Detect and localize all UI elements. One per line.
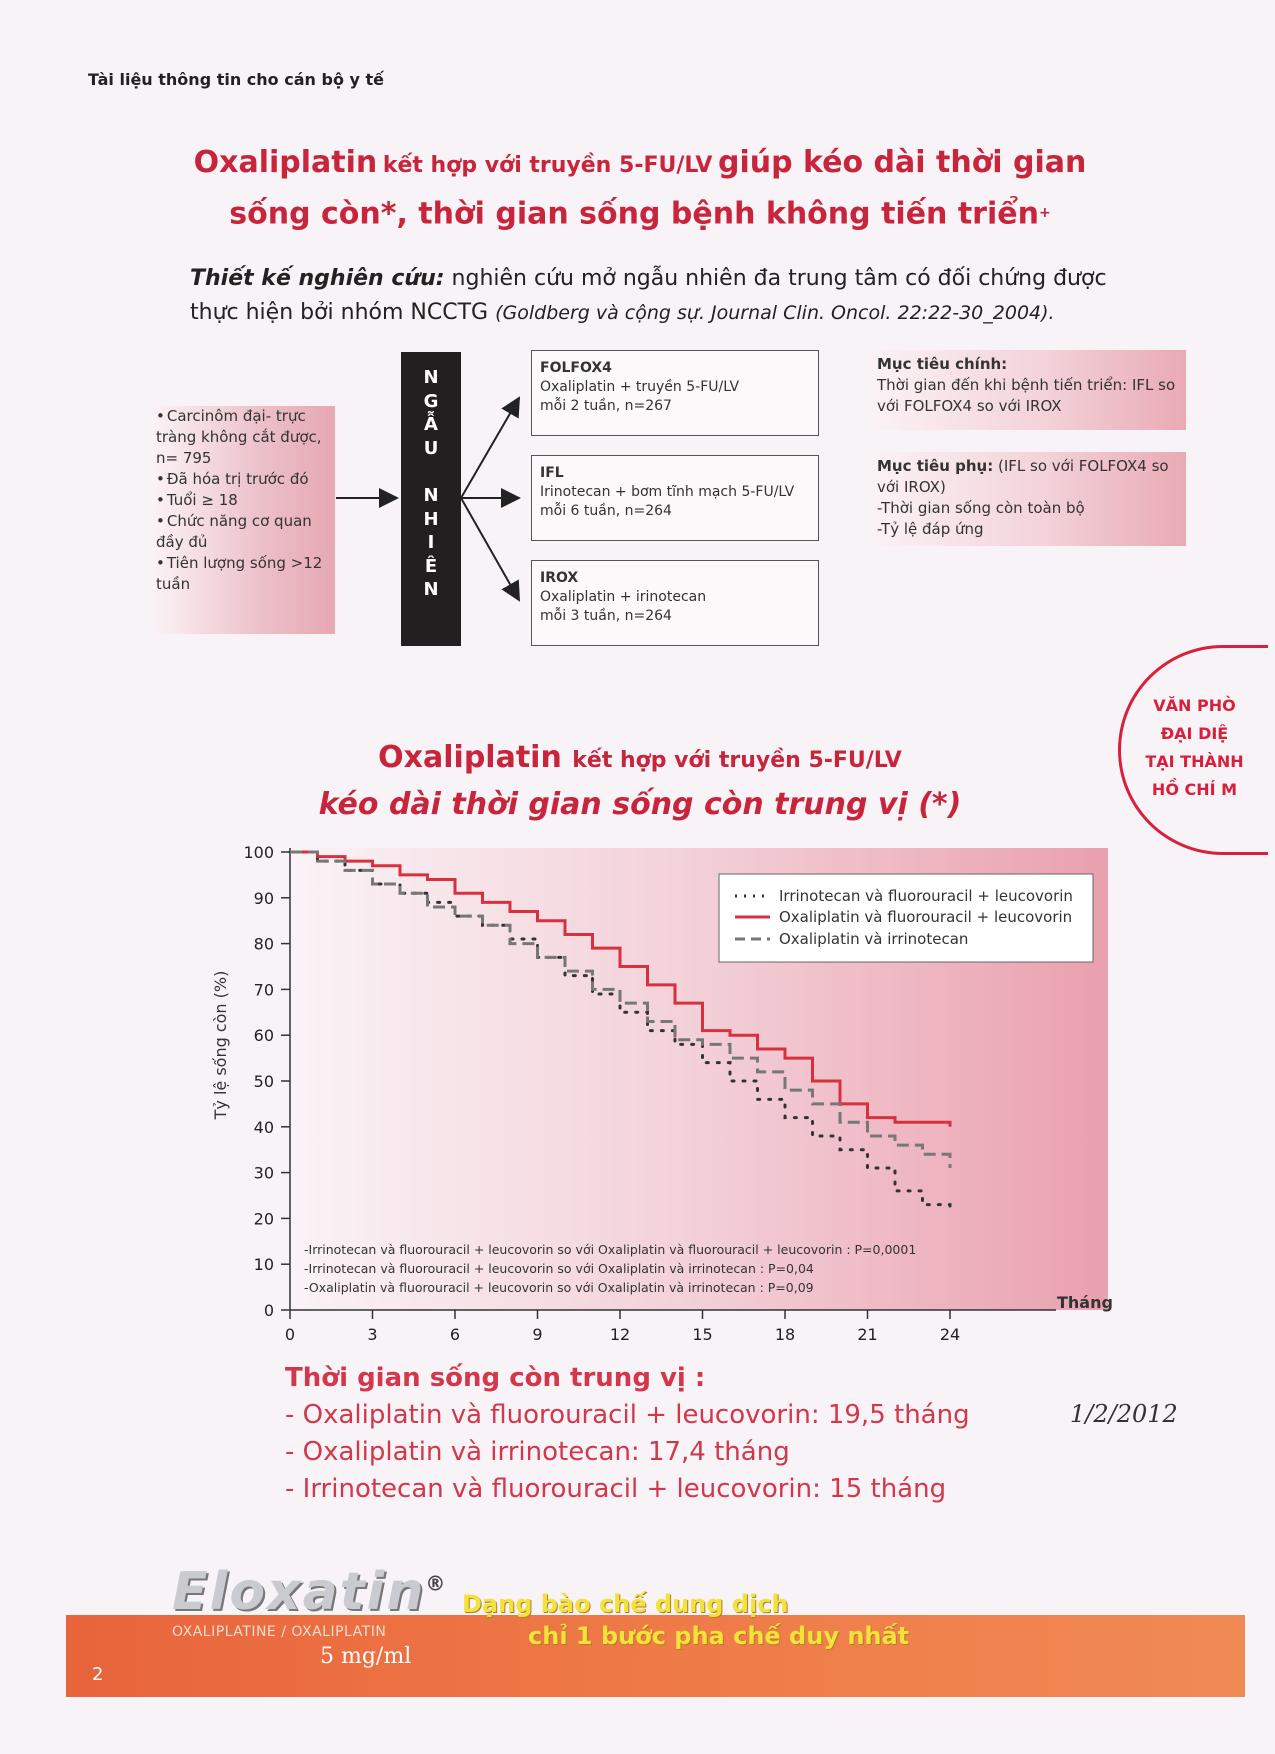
rand-letter: H — [423, 508, 439, 530]
arm-name: IROX — [540, 570, 579, 586]
median-item: - Oxaliplatin và fluorouracil + leucovorin: 19,5 tháng — [285, 1400, 970, 1430]
y-tick-label: 10 — [253, 1255, 274, 1275]
x-axis-label: Tháng — [1057, 1293, 1113, 1312]
rand-letter: G — [423, 390, 439, 412]
stamp-line: TẠI THÀNH — [1145, 752, 1244, 771]
median-heading: Thời gian sống còn trung vị : — [285, 1363, 706, 1393]
secondary-label: Mục tiêu phụ: — [877, 457, 994, 475]
arm-desc: Oxaliplatin + truyền 5-FU/LV — [540, 379, 740, 395]
brand-logo — [172, 1562, 447, 1622]
stamp-line: ĐẠI DIỆ — [1160, 724, 1229, 743]
x-tick-label: 9 — [532, 1325, 543, 1344]
heading-combo: kết hợp với truyền 5-FU/LV — [572, 748, 902, 773]
y-tick-label: 100 — [243, 843, 274, 862]
x-tick-label: 18 — [774, 1325, 796, 1344]
x-tick-label: 12 — [609, 1325, 631, 1344]
arm-desc: Irinotecan + bơm tĩnh mạch 5-FU/LV — [540, 484, 795, 500]
secondary-item: -Tỷ lệ đáp ứng — [877, 520, 984, 538]
heading-line2: kéo dài thời gian sống còn trung vị (*) — [318, 787, 962, 822]
header-note: Tài liệu thông tin cho cán bộ y tế — [88, 70, 384, 89]
x-tick-label: 15 — [692, 1325, 713, 1344]
slogan-line2: chỉ 1 bước pha chế duy nhất — [528, 1622, 910, 1650]
primary-label: Mục tiêu chính: — [877, 355, 1008, 373]
rand-letter: Ê — [424, 555, 438, 577]
arm-ifl — [531, 455, 819, 541]
p-value-note: -Oxaliplatin và fluorouracil + leucovorin so với Oxaliplatin và irrinotecan : P=0,09 — [304, 1280, 814, 1295]
rand-letter: N — [423, 367, 439, 388]
secondary-objective — [868, 452, 1186, 546]
arm-schedule: mỗi 2 tuần, n=267 — [540, 398, 672, 414]
arm-name: IFL — [540, 465, 564, 481]
arm-desc: Oxaliplatin + irinotecan — [540, 589, 707, 605]
y-tick-label: 0 — [263, 1301, 274, 1320]
criteria-item: • Carcinôm đại- trực tràng không cắt được, n= 795 — [156, 406, 335, 469]
design-text: nghiên cứu mở ngẫu nhiên đa trung tâm có đối chứng được thực hiện bởi nhóm NCCTG — [190, 266, 1107, 325]
y-axis-label: Tỷ lệ sống còn (%) — [211, 970, 230, 1120]
title-line2: sống còn*, thời gian sống bệnh không tiến triển — [229, 196, 1039, 232]
signature-date: 1/2/2012 — [1070, 1400, 1178, 1428]
legend-label: Oxaliplatin và fluorouracil + leucovorin — [779, 908, 1073, 926]
primary-objective — [868, 350, 1186, 430]
median-item: - Irrinotecan và fluorouracil + leucovorin: 15 tháng — [285, 1474, 947, 1504]
y-tick-label: 40 — [253, 1117, 274, 1137]
criteria-item: • Đã hóa trị trước đó — [156, 469, 335, 490]
secondary-text: (IFL so với FOLFOX4 so với IROX) — [877, 457, 1169, 496]
secondary-item: -Thời gian sống còn toàn bộ — [877, 499, 1085, 517]
design-label: Thiết kế nghiên cứu: — [190, 266, 445, 291]
brand-generic: OXALIPLATINE / OXALIPLATIN — [172, 1624, 387, 1640]
legend-label: Oxaliplatin và irrinotecan — [779, 930, 969, 948]
legend — [719, 874, 1093, 962]
x-tick-label: 6 — [449, 1325, 461, 1344]
primary-text: Thời gian đến khi bệnh tiến triển: IFL so với FOLFOX4 so với IROX — [877, 376, 1176, 415]
x-tick-label: 21 — [857, 1325, 878, 1344]
y-tick-label: 70 — [253, 980, 274, 1000]
brand-dose: 5 mg/ml — [320, 1644, 412, 1669]
title-combo: kết hợp với truyền 5-FU/LV — [382, 153, 713, 178]
x-tick-label: 24 — [939, 1325, 961, 1344]
title-claim: giúp kéo dài thời gian — [717, 145, 1087, 180]
chart-heading — [240, 736, 1040, 827]
median-survival — [285, 1360, 970, 1508]
rand-letter: U — [423, 437, 439, 459]
slogan-line1: Dạng bào chế dung dịch — [462, 1590, 789, 1618]
p-value-note: -Irrinotecan và fluorouracil + leucovorin so với Oxaliplatin và fluorouracil + leucovorin : P=0,0001 — [304, 1242, 917, 1257]
stamp-line: HỒ CHÍ M — [1151, 780, 1238, 799]
criteria-item: • Tuổi ≥ 18 — [156, 490, 335, 511]
rand-letter: I — [427, 532, 435, 553]
arm-schedule: mỗi 6 tuần, n=264 — [540, 503, 672, 519]
legend-label: Irrinotecan và fluorouracil + leucovorin — [779, 887, 1073, 905]
x-tick-label: 3 — [367, 1325, 378, 1344]
y-tick-label: 30 — [253, 1163, 274, 1183]
slogan — [462, 1588, 909, 1652]
criteria-item: • Chức năng cơ quan đầy đủ — [156, 511, 335, 553]
arm-name: FOLFOX4 — [540, 360, 612, 376]
stamp-line: VĂN PHÒ — [1153, 696, 1236, 715]
arrow-to-irox — [461, 498, 519, 600]
arm-irox — [531, 560, 819, 646]
rand-letter: N — [423, 579, 439, 600]
survival-chart — [170, 830, 1130, 1350]
y-tick-label: 20 — [253, 1209, 274, 1229]
rand-letter: N — [423, 485, 439, 506]
y-tick-label: 60 — [253, 1026, 274, 1046]
heading-drug: Oxaliplatin — [378, 740, 562, 775]
y-tick-label: 80 — [253, 934, 274, 954]
arrow-to-folfox4 — [461, 398, 519, 498]
design-ref: (Goldberg và cộng sự. Journal Clin. Oncol. 22:22-30_2004). — [495, 302, 1055, 324]
x-tick-label: 0 — [284, 1325, 296, 1344]
brand-name: Eloxatin — [172, 1562, 426, 1622]
arm-schedule: mỗi 3 tuần, n=264 — [540, 608, 672, 624]
brand-reg: ® — [425, 1571, 448, 1596]
y-tick-label: 90 — [253, 888, 274, 908]
arm-folfox4 — [531, 350, 819, 436]
title-mark: + — [1038, 205, 1051, 221]
page-number: 2 — [92, 1664, 104, 1685]
title-drug: Oxaliplatin — [193, 145, 378, 180]
rand-letter: Ẫ — [424, 414, 438, 435]
median-item: - Oxaliplatin và irrinotecan: 17,4 tháng — [285, 1437, 790, 1467]
criteria-item: • Tiên lượng sống >12 tuần — [156, 553, 335, 595]
y-tick-label: 50 — [253, 1072, 274, 1091]
p-value-note: -Irrinotecan và fluorouracil + leucovorin so với Oxaliplatin và irrinotecan : P=0,04 — [304, 1261, 814, 1276]
